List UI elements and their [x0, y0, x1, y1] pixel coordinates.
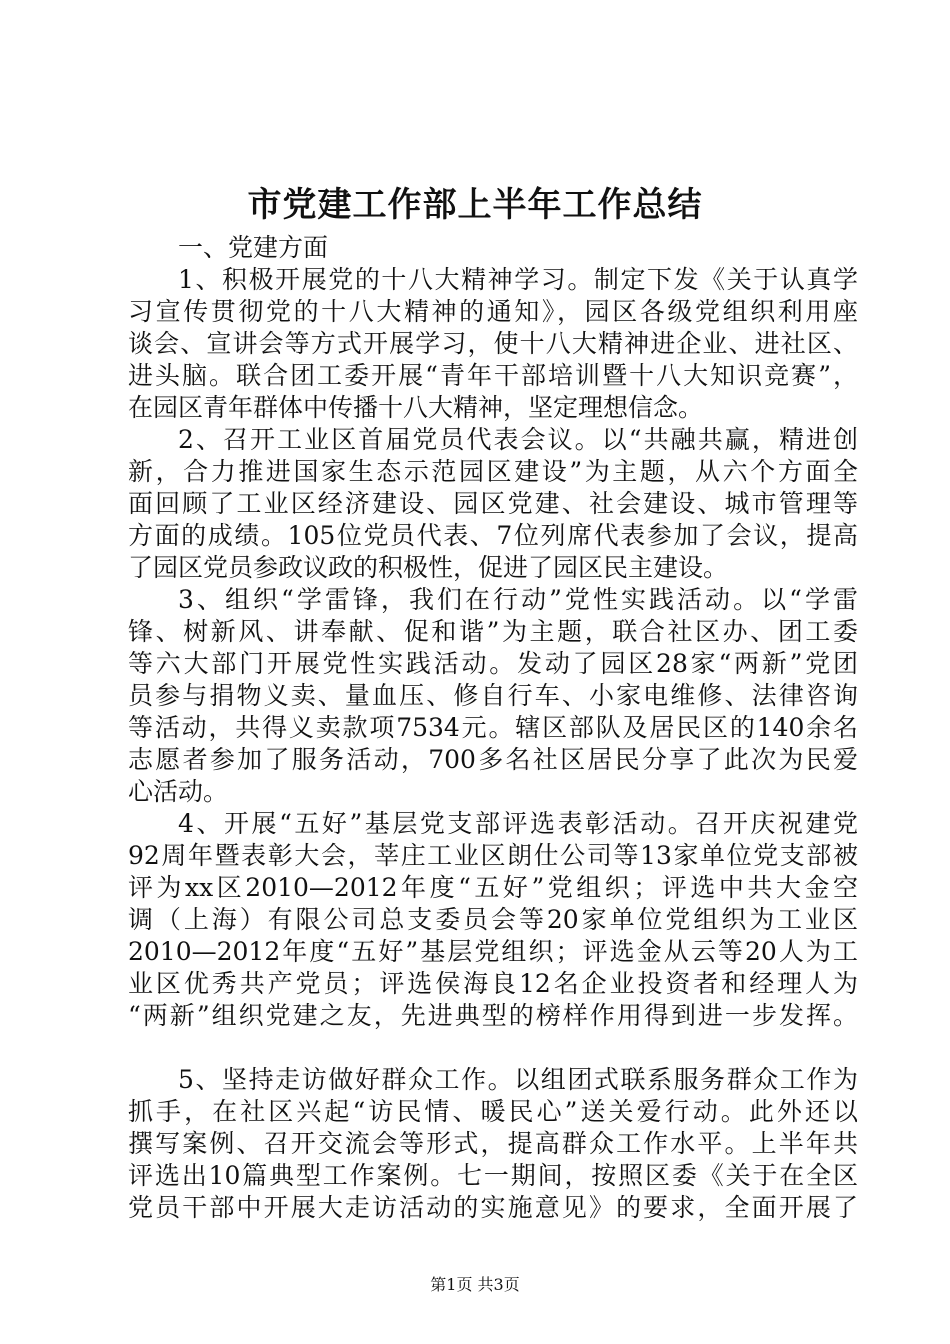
paragraph-line: 抓手，在社区兴起“访民情、暖民心”送关爱行动。此外还以	[128, 1097, 858, 1126]
paragraph-line: 方面的成绩。105位党员代表、7位列席代表参加了会议，提高	[128, 521, 858, 550]
paragraph-line: 党员干部中开展大走访活动的实施意见》的要求，全面开展了	[128, 1193, 858, 1222]
paragraph-line: 撰写案例、召开交流会等形式，提高群众工作水平。上半年共	[128, 1129, 858, 1158]
document-title: 市党建工作部上半年工作总结	[247, 185, 703, 225]
paragraph-line: 2010—2012年度“五好”基层党组织；评选金从云等20人为工	[128, 937, 858, 966]
paragraph-line: 锋、树新风、讲奉献、促和谐”为主题，联合社区办、团工委	[128, 617, 858, 646]
paragraph-line: “两新”组织党建之友，先进典型的榜样作用得到进一步发挥。	[128, 1001, 858, 1030]
paragraph-gap	[128, 1032, 858, 1064]
paragraph-line: 3、组织“学雷锋，我们在行动”党性实践活动。以“学雷	[178, 585, 858, 614]
paragraph-line: 4、开展“五好”基层党支部评选表彰活动。召开庆祝建党	[178, 809, 858, 838]
document-body	[128, 232, 858, 1224]
paragraph-line: 员参与捐物义卖、量血压、修自行车、小家电维修、法律咨询	[128, 681, 858, 710]
paragraph-line: 2、召开工业区首届党员代表会议。以“共融共赢，精进创	[178, 425, 858, 454]
paragraph-line: 了园区党员参政议政的积极性，促进了园区民主建设。	[128, 553, 729, 582]
paragraph-line: 评为xx区2010—2012年度“五好”党组织；评选中共大金空	[128, 873, 858, 902]
paragraph-line: 92周年暨表彰大会，莘庄工业区朗仕公司等13家单位党支部被	[128, 841, 858, 870]
paragraph-line: 评选出10篇典型工作案例。七一期间，按照区委《关于在全区	[128, 1161, 858, 1190]
paragraph-line: 谈会、宣讲会等方式开展学习，使十八大精神进企业、进社区、	[128, 329, 858, 358]
paragraph-line: 5、坚持走访做好群众工作。以组团式联系服务群众工作为	[178, 1065, 858, 1094]
paragraph-line: 进头脑。联合团工委开展“青年干部培训暨十八大知识竞赛”，	[128, 361, 858, 390]
paragraph-line: 等活动，共得义卖款项7534元。辖区部队及居民区的140余名	[128, 713, 858, 742]
page-number: 第1页 共3页	[430, 1275, 520, 1294]
paragraph-line: 1、积极开展党的十八大精神学习。制定下发《关于认真学	[178, 265, 858, 294]
paragraph-line: 习宣传贯彻党的十八大精神的通知》，园区各级党组织利用座	[128, 297, 858, 326]
paragraph-line: 心活动。	[128, 777, 229, 806]
paragraph-line: 调（上海）有限公司总支委员会等20家单位党组织为工业区	[128, 905, 858, 934]
section-heading: 一、党建方面	[178, 233, 329, 262]
paragraph-line: 新，合力推进国家生态示范园区建设”为主题，从六个方面全	[128, 457, 858, 486]
paragraph-line: 等六大部门开展党性实践活动。发动了园区28家“两新”党团	[128, 649, 858, 678]
paragraph-line: 业区优秀共产党员；评选侯海良12名企业投资者和经理人为	[128, 969, 858, 998]
paragraph-line: 面回顾了工业区经济建设、园区党建、社会建设、城市管理等	[128, 489, 858, 518]
paragraph-line: 在园区青年群体中传播十八大精神，坚定理想信念。	[128, 393, 704, 422]
paragraph-line: 志愿者参加了服务活动，700多名社区居民分享了此次为民爱	[128, 745, 858, 774]
